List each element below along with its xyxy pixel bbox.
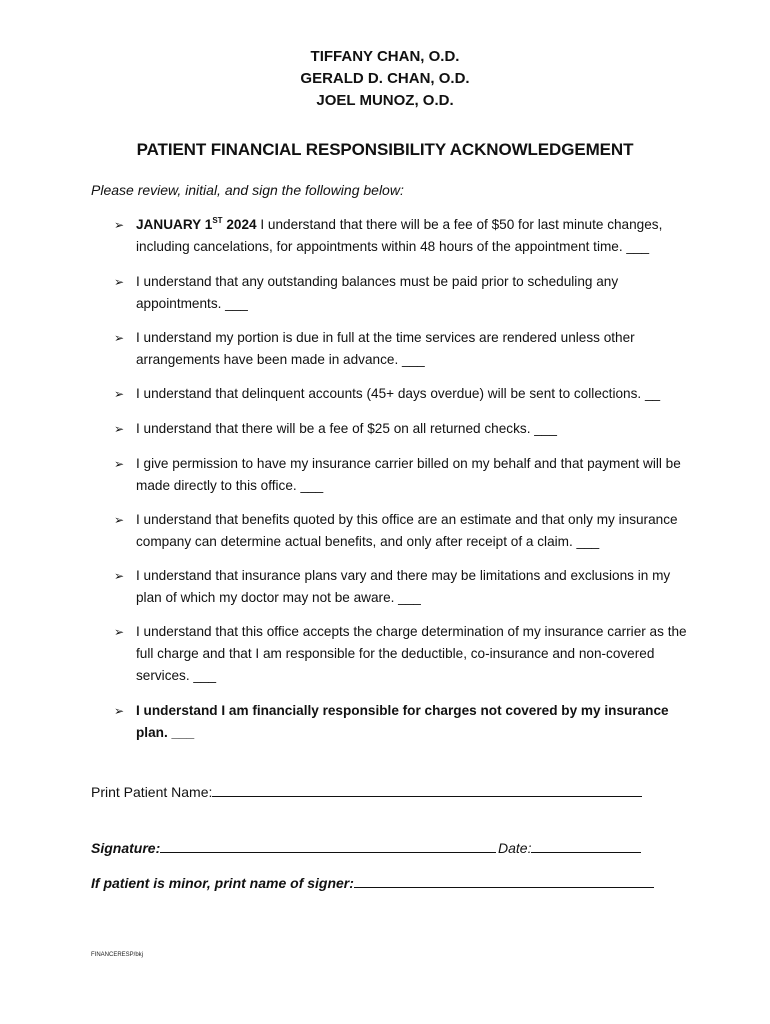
arrow-bullet-icon: ➢ xyxy=(114,422,125,436)
arrow-bullet-icon: ➢ xyxy=(114,513,125,527)
item-text: I understand that benefits quoted by this office are an estimate and that only my insurance company can determine actual benefits, and only after receipt of a claim. ___ xyxy=(136,512,678,549)
list-item xyxy=(114,621,694,687)
arrow-bullet-icon: ➢ xyxy=(114,704,125,718)
doctor-name: GERALD D. CHAN, O.D. xyxy=(300,70,470,87)
item-text: I understand that insurance plans vary and there may be limitations and exclusions in my plan of which my doctor may not be aware. ___ xyxy=(136,568,671,605)
print-name-field[interactable] xyxy=(212,782,642,797)
item-text: I give permission to have my insurance carrier billed on my behalf and that payment will be made directly to this office. ___ xyxy=(136,456,681,493)
item-text: I understand I am financially responsible for charges not covered by my insurance plan. ___ xyxy=(136,703,669,740)
list-item xyxy=(114,565,694,609)
document-title: PATIENT FINANCIAL RESPONSIBILITY ACKNOWLEDGEMENT xyxy=(136,140,634,159)
signature-row xyxy=(91,838,496,856)
doctors-header xyxy=(0,46,770,112)
doctor-name: TIFFANY CHAN, O.D. xyxy=(310,48,460,65)
signature-field[interactable] xyxy=(160,838,496,853)
list-item xyxy=(114,271,694,315)
list-item xyxy=(114,214,694,258)
minor-signer-row xyxy=(91,873,654,891)
item-text: I understand that there will be a fee of $25 on all returned checks. ___ xyxy=(136,421,557,436)
signature-label: Signature: xyxy=(91,840,161,856)
date-row xyxy=(498,838,641,856)
acknowledgement-list xyxy=(114,214,694,744)
form-code: FINANCERESP/bkj xyxy=(91,952,144,958)
doctor-name: JOEL MUNOZ, O.D. xyxy=(316,92,454,109)
item-text: I understand that this office accepts the charge determination of my insurance carrier as the full charge and that I am responsible for the deductible, co-insurance and non-covered services. ___ xyxy=(136,624,687,683)
print-name-row xyxy=(91,782,642,800)
item-text: I understand my portion is due in full at the time services are rendered unless other arrangements have been made in advance. ___ xyxy=(136,330,635,367)
instructions-text: Please review, initial, and sign the following below: xyxy=(91,182,404,198)
item-text: I understand that delinquent accounts (45+ days overdue) will be sent to collections. __ xyxy=(136,386,661,401)
minor-signer-field[interactable] xyxy=(354,873,654,888)
item-text: I understand that any outstanding balances must be paid prior to scheduling any appointments. ___ xyxy=(136,274,619,311)
arrow-bullet-icon: ➢ xyxy=(114,275,125,289)
arrow-bullet-icon: ➢ xyxy=(114,457,125,471)
arrow-bullet-icon: ➢ xyxy=(114,569,125,583)
list-item xyxy=(114,453,694,497)
date-label: Date: xyxy=(498,840,532,856)
list-item xyxy=(114,418,694,440)
date-field[interactable] xyxy=(531,838,641,853)
arrow-bullet-icon: ➢ xyxy=(114,218,125,232)
list-item xyxy=(114,509,694,553)
arrow-bullet-icon: ➢ xyxy=(114,331,125,345)
minor-signer-label: If patient is minor, print name of signer: xyxy=(91,875,354,891)
item-text: I understand that there will be a fee of $50 for last minute changes, including cancelations, for appointments within 48 hours of the appointment time. ___ xyxy=(136,217,663,254)
date-label: JANUARY 1ST 2024 xyxy=(136,216,257,232)
print-name-label: Print Patient Name: xyxy=(91,784,213,800)
arrow-bullet-icon: ➢ xyxy=(114,625,125,639)
list-item xyxy=(114,327,694,371)
list-item xyxy=(114,383,694,405)
list-item xyxy=(114,700,694,744)
arrow-bullet-icon: ➢ xyxy=(114,387,125,401)
